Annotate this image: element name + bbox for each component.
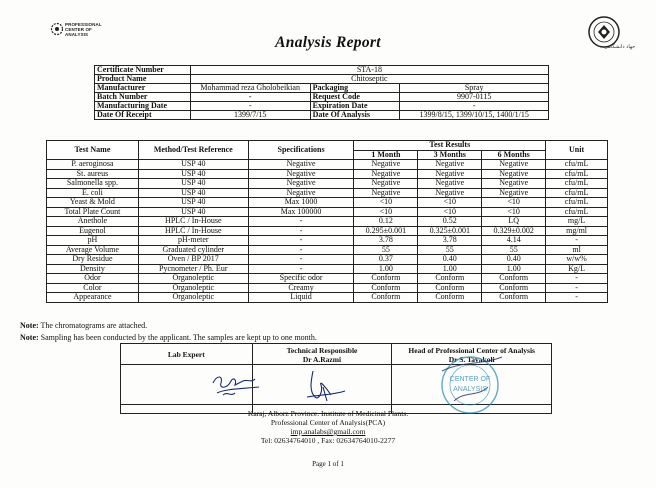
batch-number-label: Batch Number (95, 93, 191, 102)
unit-cell: cfu/mL (546, 169, 608, 179)
results-row (47, 255, 608, 265)
result-6-months-cell: Negative (482, 179, 546, 189)
date-of-receipt-value: 1399/7/15 (190, 111, 310, 120)
results-row (47, 274, 608, 284)
result-1-month-cell: Negative (354, 179, 418, 189)
unit-cell: cfu/mL (546, 207, 608, 217)
test-name-cell: Density (47, 264, 139, 274)
test-name-cell: P. aeroginosa (47, 160, 139, 170)
result-1-month-cell: 3.78 (354, 236, 418, 246)
result-6-months-cell: Conform (482, 283, 546, 293)
result-3-months-cell: Conform (418, 283, 482, 293)
result-6-months-cell: 1.00 (482, 264, 546, 274)
method-cell: HPLC / In-House (138, 217, 248, 227)
method-cell: Organoleptic (138, 283, 248, 293)
result-3-months-cell: Negative (418, 169, 482, 179)
result-6-months-cell: Negative (482, 169, 546, 179)
expiration-date-label: Expiration Date (310, 102, 400, 111)
signature-row (121, 365, 552, 405)
result-3-months-cell: 0.325±0.001 (418, 226, 482, 236)
results-row (47, 198, 608, 208)
method-cell: USP 40 (138, 160, 248, 170)
test-results-table (46, 140, 608, 303)
unit-cell: cfu/mL (546, 198, 608, 208)
specification-cell: - (248, 236, 354, 246)
test-name-cell: Yeast & Mold (47, 198, 139, 208)
batch-number-value: - (190, 93, 310, 102)
result-3-months-cell: 0.40 (418, 255, 482, 265)
results-row (47, 236, 608, 246)
results-row (47, 188, 608, 198)
results-row (47, 245, 608, 255)
result-3-months-cell: Conform (418, 293, 482, 303)
result-3-months-cell: 55 (418, 245, 482, 255)
stamp-icon (412, 351, 532, 417)
date-of-analysis-value: 1399/8/15, 1399/10/15, 1400/1/15 (400, 111, 549, 120)
specification-cell: - (248, 264, 354, 274)
result-6-months-cell: 55 (482, 245, 546, 255)
result-1-month-cell: 0.12 (354, 217, 418, 227)
results-body (47, 160, 608, 303)
col-header-method: Method/Test Reference (138, 141, 248, 160)
info-row (95, 66, 549, 75)
info-row (95, 111, 549, 120)
test-name-cell: E. coli (47, 188, 139, 198)
result-3-months-cell: Negative (418, 179, 482, 189)
specification-cell: Max 1000 (248, 198, 354, 208)
lab-expert-signature (121, 365, 253, 405)
result-6-months-cell: 0.329±0.002 (482, 226, 546, 236)
method-cell: USP 40 (138, 207, 248, 217)
result-1-month-cell: Negative (354, 169, 418, 179)
unit-cell: w/w% (546, 255, 608, 265)
result-1-month-cell: Negative (354, 160, 418, 170)
unit-cell: ml (546, 245, 608, 255)
test-name-cell: Appearance (47, 293, 139, 303)
technical-responsible-header (252, 344, 392, 365)
specification-cell: Negative (248, 160, 354, 170)
specification-cell: Max 100000 (248, 207, 354, 217)
technical-responsible-signature (252, 365, 392, 405)
result-1-month-cell: 0.37 (354, 255, 418, 265)
result-1-month-cell: Negative (354, 188, 418, 198)
technical-responsible-name: Dr A.Razmi (302, 355, 342, 364)
unit-cell: mg/ml (546, 226, 608, 236)
specification-cell: Negative (248, 188, 354, 198)
lab-expert-header: Lab Expert (121, 344, 253, 365)
footer-line-2: Professional Center of Analysis(PCA) (270, 418, 386, 427)
result-1-month-cell: 0.295±0.001 (354, 226, 418, 236)
result-1-month-cell: <10 (354, 207, 418, 217)
note-label: Note: (20, 321, 39, 330)
date-of-analysis-label: Date Of Analysis (310, 111, 400, 120)
unit-cell: - (546, 283, 608, 293)
method-cell: Organoleptic (138, 274, 248, 284)
test-name-cell: pH (47, 236, 139, 246)
unit-cell: Kg/L (546, 264, 608, 274)
product-info-table (94, 65, 549, 120)
signatures-table (120, 343, 552, 414)
unit-cell: mg/L (546, 217, 608, 227)
test-name-cell: Odor (47, 274, 139, 284)
manufacturing-date-label: Manufacturing Date (95, 102, 191, 111)
stamp-line-1: CENTER OF (450, 376, 491, 383)
note-label: Note: (20, 333, 39, 342)
certificate-number-label: Certificate Number (95, 66, 191, 75)
result-3-months-cell: 1.00 (418, 264, 482, 274)
result-1-month-cell: Conform (354, 274, 418, 284)
seal-caption: جهاد دانشگاهی (604, 44, 636, 50)
result-3-months-cell: 3.78 (418, 236, 482, 246)
note-chromatograms (20, 321, 147, 330)
col-header-specifications: Specifications (248, 141, 354, 160)
manufacturing-date-value: - (190, 102, 310, 111)
result-6-months-cell: LQ (482, 217, 546, 227)
result-1-month-cell: Conform (354, 293, 418, 303)
result-6-months-cell: <10 (482, 207, 546, 217)
result-6-months-cell: Conform (482, 293, 546, 303)
method-cell: Graduated cylinder (138, 245, 248, 255)
method-cell: USP 40 (138, 198, 248, 208)
expiration-date-value: - (400, 102, 549, 111)
product-name-value: Chitoseptic (190, 75, 548, 84)
footer-phone-fax: Tel: 02634764010 , Fax: 02634764010-2277 (260, 436, 396, 445)
result-1-month-cell: <10 (354, 198, 418, 208)
method-cell: Organoleptic (138, 293, 248, 303)
test-name-cell: Total Plate Count (47, 207, 139, 217)
unit-cell: - (546, 293, 608, 303)
head-of-center-signature (392, 365, 552, 405)
results-row (47, 293, 608, 303)
signature-icon (293, 367, 353, 403)
specification-cell: Creamy (248, 283, 354, 293)
test-name-cell: Average Volume (47, 245, 139, 255)
specification-cell: Negative (248, 169, 354, 179)
report-title: Analysis Report (275, 34, 381, 51)
footer-address (0, 409, 656, 445)
technical-responsible-title: Technical Responsible (286, 346, 358, 355)
note-text: Sampling has been conducted by the applicant. The samples are kept up to one month. (38, 333, 317, 342)
specification-cell: - (248, 245, 354, 255)
specification-cell: Liquid (248, 293, 354, 303)
jahad-seal (586, 14, 636, 58)
unit-cell: cfu/mL (546, 188, 608, 198)
test-name-cell: Anethole (47, 217, 139, 227)
note-text: The chromatograms are attached. (38, 321, 148, 330)
results-row (47, 226, 608, 236)
specification-cell: Negative (248, 179, 354, 189)
note-sampling (20, 333, 317, 342)
specification-cell: - (248, 255, 354, 265)
request-code-label: Request Code (310, 93, 400, 102)
result-3-months-cell: <10 (418, 207, 482, 217)
test-name-cell: Dry Residue (47, 255, 139, 265)
result-6-months-cell: Conform (482, 274, 546, 284)
date-of-receipt-label: Date Of Receipt (95, 111, 191, 120)
certificate-number-value: STA-18 (190, 66, 548, 75)
col-header-unit: Unit (546, 141, 608, 160)
col-header-3-months: 3 Months (418, 150, 482, 160)
method-cell: USP 40 (138, 188, 248, 198)
manufacturer-value: Mohammad reza Gholobeikian (190, 84, 310, 93)
result-6-months-cell: Negative (482, 188, 546, 198)
test-name-cell: St. aureus (47, 169, 139, 179)
specification-cell: - (248, 217, 354, 227)
test-name-cell: Color (47, 283, 139, 293)
method-cell: HPLC / In-House (138, 226, 248, 236)
results-row (47, 160, 608, 170)
col-header-test-name: Test Name (47, 141, 139, 160)
method-cell: pH-meter (138, 236, 248, 246)
method-cell: USP 40 (138, 169, 248, 179)
unit-cell: cfu/mL (546, 160, 608, 170)
packaging-value: Spray (400, 84, 549, 93)
stamp-line-2: ANALYSIS (453, 386, 488, 393)
result-1-month-cell: 55 (354, 245, 418, 255)
head-of-center-name: Dr S. Tavakoli (448, 355, 495, 364)
unit-cell: - (546, 274, 608, 284)
results-row (47, 217, 608, 227)
results-header-row (47, 141, 608, 151)
head-of-center-title: Head of Professional Center of Analysis (408, 346, 535, 355)
unit-cell: cfu/mL (546, 179, 608, 189)
pca-logo-text: PROFESSIONAL CENTER OF ANALYSIS (65, 22, 102, 37)
col-header-1-month: 1 Month (354, 150, 418, 160)
unit-cell: - (546, 236, 608, 246)
test-name-cell: Salmonella spp. (47, 179, 139, 189)
result-6-months-cell: <10 (482, 198, 546, 208)
result-3-months-cell: 0.52 (418, 217, 482, 227)
result-3-months-cell: Negative (418, 188, 482, 198)
result-6-months-cell: Negative (482, 160, 546, 170)
result-3-months-cell: Negative (418, 160, 482, 170)
method-cell: USP 40 (138, 179, 248, 189)
footer-email: imp.analabs@gmail.com (290, 427, 366, 436)
page-number: Page 1 of 1 (312, 460, 344, 468)
footer-line-1: Karaj, Alborz Province. Institute of Medicinal Plants. (247, 409, 409, 418)
method-cell: Pycnometer / Ph. Eur (138, 264, 248, 274)
specification-cell: Specific odor (248, 274, 354, 284)
col-header-6-months: 6 Months (482, 150, 546, 160)
result-3-months-cell: Conform (418, 274, 482, 284)
result-3-months-cell: <10 (418, 198, 482, 208)
result-1-month-cell: Conform (354, 283, 418, 293)
results-row (47, 179, 608, 189)
col-header-test-results: Test Results (354, 141, 546, 151)
specification-cell: - (248, 226, 354, 236)
method-cell: Oven / BP 2017 (138, 255, 248, 265)
request-code-value: 9907-0115 (400, 93, 549, 102)
packaging-label: Packaging (310, 84, 400, 93)
product-name-label: Product Name (95, 75, 191, 84)
result-6-months-cell: 0.40 (482, 255, 546, 265)
manufacturer-label: Manufacturer (95, 84, 191, 93)
result-1-month-cell: 1.00 (354, 264, 418, 274)
result-6-months-cell: 4.14 (482, 236, 546, 246)
results-row (47, 207, 608, 217)
test-name-cell: Eugenol (47, 226, 139, 236)
